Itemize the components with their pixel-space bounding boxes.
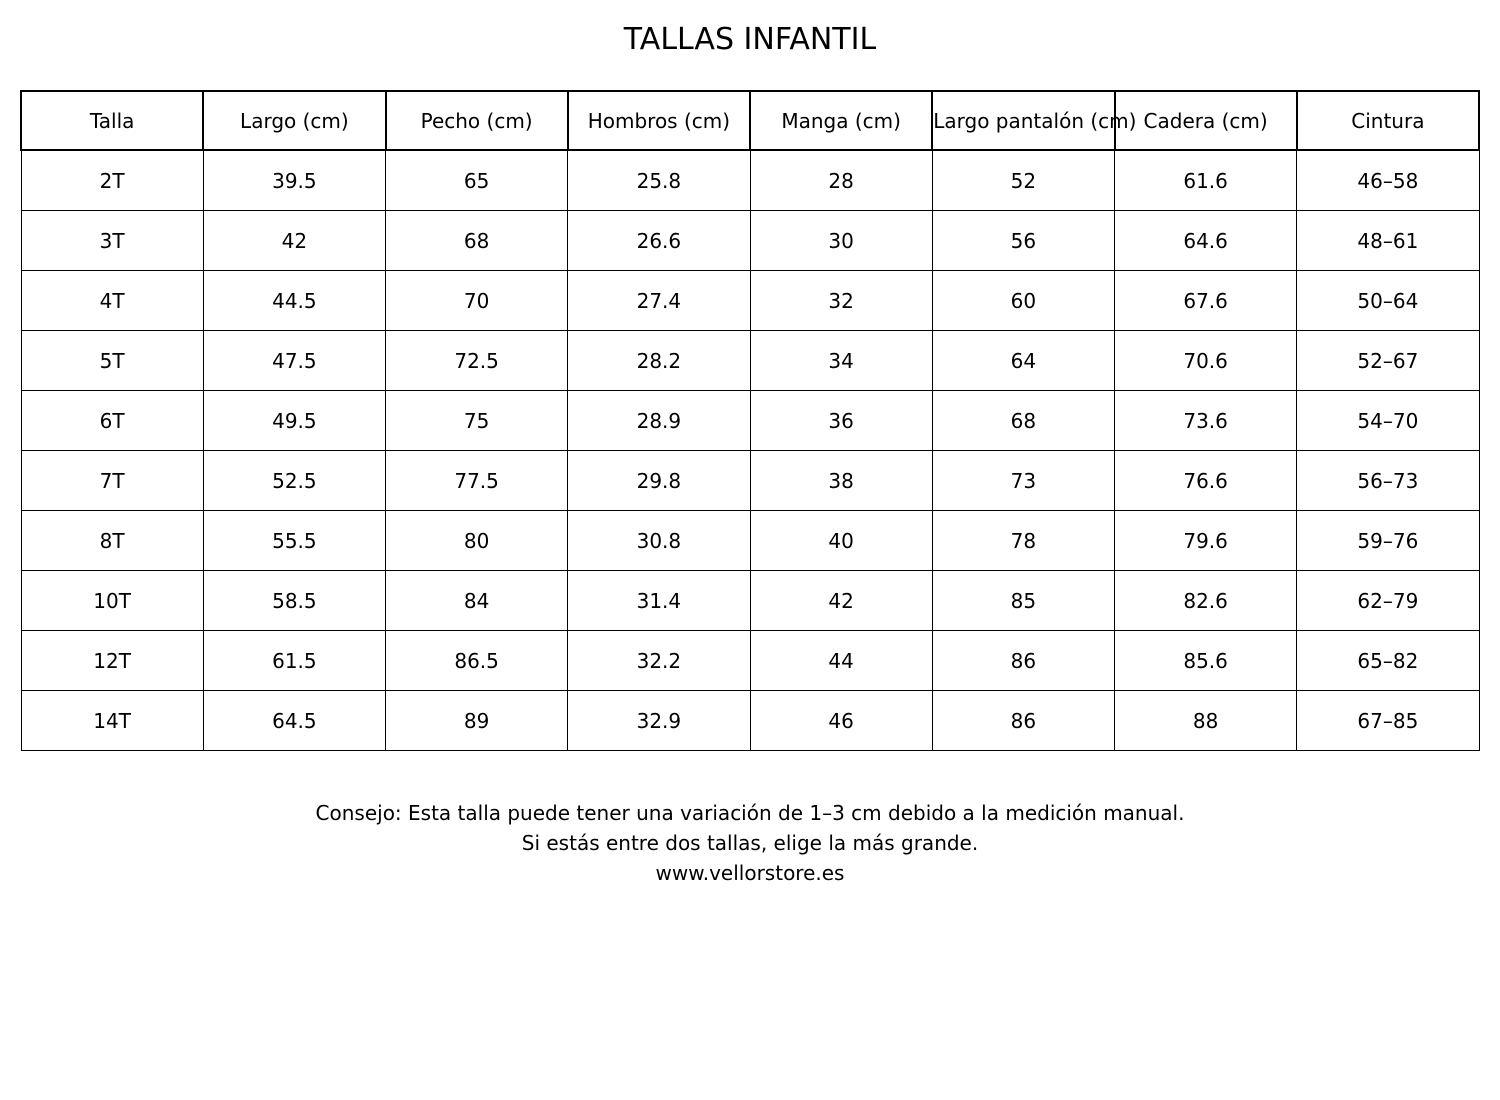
table-cell: 73 [932, 451, 1114, 511]
table-cell: 55.5 [203, 511, 385, 571]
header-pecho: Pecho (cm) [386, 91, 568, 150]
table-cell: 2T [21, 150, 203, 211]
table-cell: 10T [21, 571, 203, 631]
header-largo: Largo (cm) [203, 91, 385, 150]
table-row [21, 391, 1479, 451]
table-cell: 80 [386, 511, 568, 571]
table-body [21, 150, 1479, 751]
header-hombros: Hombros (cm) [568, 91, 750, 150]
table-cell: 70.6 [1115, 331, 1297, 391]
header-talla: Talla [21, 91, 203, 150]
table-cell: 30.8 [568, 511, 750, 571]
table-cell: 61.6 [1115, 150, 1297, 211]
table-cell: 29.8 [568, 451, 750, 511]
table-cell: 72.5 [386, 331, 568, 391]
table-cell: 6T [21, 391, 203, 451]
header-manga: Manga (cm) [750, 91, 932, 150]
table-cell: 76.6 [1115, 451, 1297, 511]
notes [0, 798, 1500, 888]
table-cell: 56–73 [1297, 451, 1479, 511]
table-cell: 64.5 [203, 691, 385, 751]
table-cell: 39.5 [203, 150, 385, 211]
table-cell: 82.6 [1115, 571, 1297, 631]
table-cell: 46–58 [1297, 150, 1479, 211]
table-cell: 49.5 [203, 391, 385, 451]
table-cell: 44.5 [203, 271, 385, 331]
table-cell: 4T [21, 271, 203, 331]
table-cell: 59–76 [1297, 511, 1479, 571]
table-row [21, 451, 1479, 511]
table-cell: 52 [932, 150, 1114, 211]
table-cell: 64.6 [1115, 211, 1297, 271]
table-cell: 86 [932, 691, 1114, 751]
table-cell: 52–67 [1297, 331, 1479, 391]
table-cell: 32 [750, 271, 932, 331]
table-cell: 89 [386, 691, 568, 751]
table-cell: 65–82 [1297, 631, 1479, 691]
table-cell: 46 [750, 691, 932, 751]
table-cell: 31.4 [568, 571, 750, 631]
table-cell: 12T [21, 631, 203, 691]
table-cell: 85 [932, 571, 1114, 631]
table-cell: 3T [21, 211, 203, 271]
table-cell: 26.6 [568, 211, 750, 271]
advice-text: Si estás entre dos tallas, elige la más grande. [521, 831, 979, 855]
table-cell: 14T [21, 691, 203, 751]
table-cell: 38 [750, 451, 932, 511]
table-cell: 54–70 [1297, 391, 1479, 451]
table-cell: 75 [386, 391, 568, 451]
table-cell: 40 [750, 511, 932, 571]
table-row [21, 511, 1479, 571]
table-row [21, 271, 1479, 331]
table-cell: 85.6 [1115, 631, 1297, 691]
table-cell: 5T [21, 331, 203, 391]
table-cell: 68 [932, 391, 1114, 451]
table-row [21, 571, 1479, 631]
header-largo-pantalon: Largo pantalón (cm) [932, 91, 1114, 150]
table-cell: 58.5 [203, 571, 385, 631]
table-cell: 28 [750, 150, 932, 211]
table-cell: 7T [21, 451, 203, 511]
table-cell: 47.5 [203, 331, 385, 391]
table-cell: 61.5 [203, 631, 385, 691]
table-cell: 8T [21, 511, 203, 571]
table-cell: 36 [750, 391, 932, 451]
table-cell: 68 [386, 211, 568, 271]
table-cell: 77.5 [386, 451, 568, 511]
table-cell: 88 [1115, 691, 1297, 751]
table-cell: 86 [932, 631, 1114, 691]
website-text: www.vellorstore.es [655, 861, 845, 885]
table-cell: 25.8 [568, 150, 750, 211]
table-cell: 44 [750, 631, 932, 691]
table-cell: 67.6 [1115, 271, 1297, 331]
table-cell: 42 [750, 571, 932, 631]
table-cell: 67–85 [1297, 691, 1479, 751]
table-cell: 32.2 [568, 631, 750, 691]
table-cell: 64 [932, 331, 1114, 391]
table-row [21, 211, 1479, 271]
table-cell: 34 [750, 331, 932, 391]
table-row [21, 631, 1479, 691]
table-cell: 27.4 [568, 271, 750, 331]
header-cintura: Cintura [1297, 91, 1479, 150]
table-row [21, 691, 1479, 751]
table-cell: 60 [932, 271, 1114, 331]
table-cell: 62–79 [1297, 571, 1479, 631]
table-cell: 70 [386, 271, 568, 331]
header-cadera: Cadera (cm) [1115, 91, 1297, 150]
table-cell: 84 [386, 571, 568, 631]
table-cell: 78 [932, 511, 1114, 571]
table-cell: 52.5 [203, 451, 385, 511]
table-cell: 50–64 [1297, 271, 1479, 331]
table-cell: 28.9 [568, 391, 750, 451]
table-cell: 73.6 [1115, 391, 1297, 451]
tip-text: Consejo: Esta talla puede tener una variación de 1–3 cm debido a la medición manual. [315, 801, 1185, 825]
page-title: TALLAS INFANTIL [623, 22, 877, 57]
table-cell: 30 [750, 211, 932, 271]
table-header [21, 91, 1479, 150]
table-cell: 65 [386, 150, 568, 211]
table-cell: 86.5 [386, 631, 568, 691]
table-cell: 32.9 [568, 691, 750, 751]
table-cell: 28.2 [568, 331, 750, 391]
table-row [21, 331, 1479, 391]
header-row [21, 91, 1479, 150]
table-row [21, 150, 1479, 211]
table-cell: 79.6 [1115, 511, 1297, 571]
size-chart-table [20, 90, 1480, 751]
table-cell: 56 [932, 211, 1114, 271]
table-cell: 42 [203, 211, 385, 271]
table-cell: 48–61 [1297, 211, 1479, 271]
